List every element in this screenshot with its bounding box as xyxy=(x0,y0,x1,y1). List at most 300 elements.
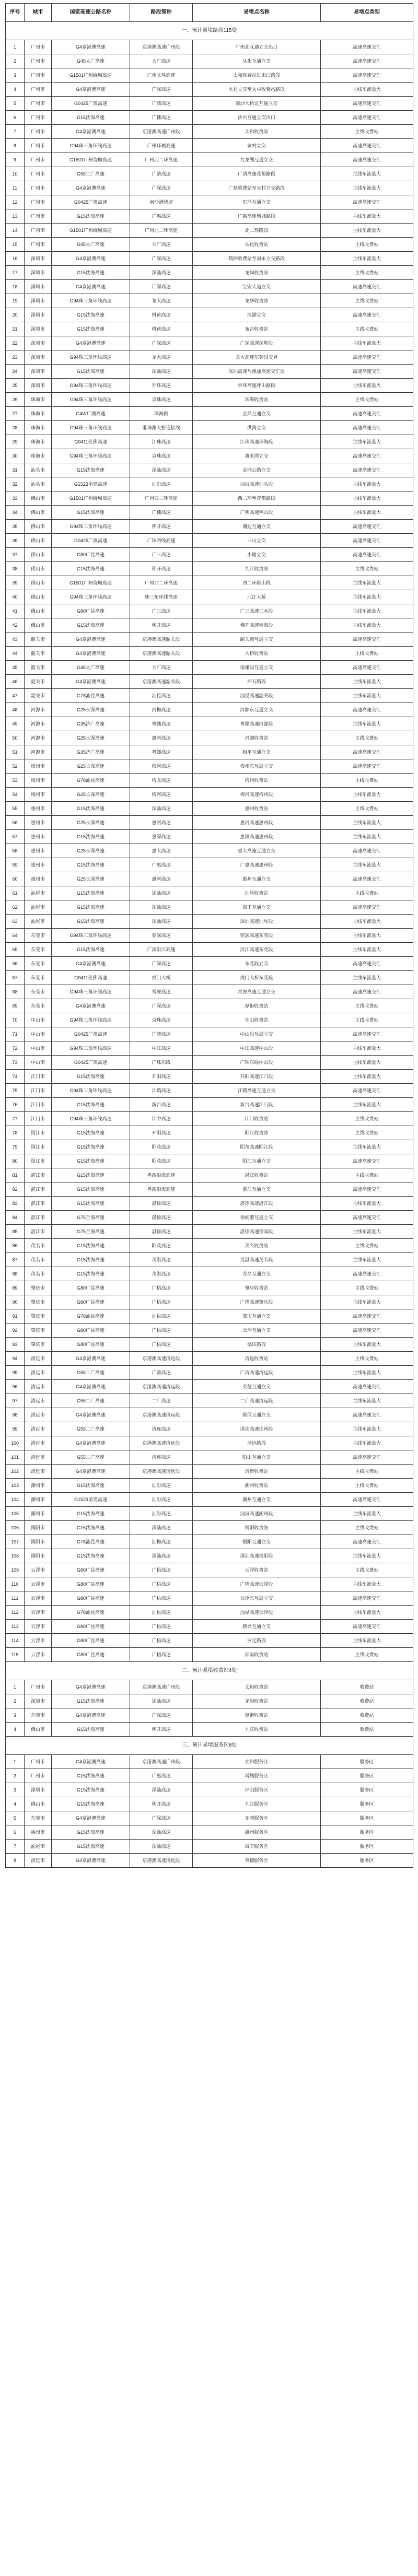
section-title: 三、预计易堵服务区8处 xyxy=(6,1737,413,1755)
cell-seq: 73 xyxy=(6,1056,25,1070)
cell-seq: 26 xyxy=(6,393,25,407)
cell-seq: 24 xyxy=(6,365,25,379)
cell-spot: 广梧高速云浮段 xyxy=(193,1577,321,1591)
cell-section: 湛徐高速 xyxy=(130,1225,193,1239)
cell-type: 主线车流量大 xyxy=(321,1338,413,1352)
cell-type: 高速高速交汇 xyxy=(321,844,413,858)
cell-type: 收费站 xyxy=(321,1708,413,1723)
table-row xyxy=(6,1098,413,1112)
cell-city: 河源市 xyxy=(25,717,52,731)
table-row xyxy=(6,1436,413,1450)
cell-seq: 68 xyxy=(6,985,25,999)
cell-section: 广梧高速 xyxy=(130,1648,193,1662)
cell-type: 高速高速交汇 xyxy=(321,759,413,774)
cell-city: 韶关市 xyxy=(25,633,52,647)
cell-spot: 小塘立交 xyxy=(193,548,321,562)
cell-city: 佛山市 xyxy=(25,576,52,590)
cell-section: 开阳高速 xyxy=(130,1126,193,1140)
cell-seq: 108 xyxy=(6,1549,25,1563)
cell-highway: G15沈海高速 xyxy=(52,943,130,957)
cell-highway: G25长深高速 xyxy=(52,703,130,717)
table-row xyxy=(6,576,413,590)
cell-highway: G45大广高速 xyxy=(52,661,130,675)
cell-seq: 75 xyxy=(6,1084,25,1098)
cell-seq: 1 xyxy=(6,1755,25,1769)
cell-section: 珠海段 xyxy=(130,407,193,421)
cell-city: 佛山市 xyxy=(25,520,52,534)
cell-spot: 东莞段立交 xyxy=(193,957,321,971)
cell-section: 佛开高速 xyxy=(130,1723,193,1737)
cell-highway: G94珠三角环线高速 xyxy=(52,421,130,435)
cell-spot: 阳江互通立交 xyxy=(193,1154,321,1168)
cell-spot: 西二环至花都路段 xyxy=(193,491,321,506)
cell-highway: G94珠三角环线高速 xyxy=(52,393,130,407)
cell-seq: 3 xyxy=(6,1708,25,1723)
cell-city: 韶关市 xyxy=(25,689,52,703)
cell-highway: G78汕昆高速 xyxy=(52,774,130,788)
cell-city: 深圳市 xyxy=(25,336,52,350)
cell-seq: 23 xyxy=(6,350,25,365)
cell-type: 高速高速交汇 xyxy=(321,308,413,322)
cell-type: 高速高速交汇 xyxy=(321,350,413,365)
table-row xyxy=(6,393,413,407)
cell-seq: 41 xyxy=(6,604,25,618)
cell-spot: 沙贝互通立交出口 xyxy=(193,111,321,125)
cell-type: 主线车流量大 xyxy=(321,1634,413,1648)
cell-highway: G25长深高速 xyxy=(52,731,130,745)
table-row xyxy=(6,703,413,717)
cell-type: 主线收费站 xyxy=(321,1126,413,1140)
cell-highway: G1501广州绕城高速 xyxy=(52,224,130,238)
cell-type: 高速高速交汇 xyxy=(321,449,413,463)
cell-city: 茂名市 xyxy=(25,1239,52,1253)
cell-seq: 99 xyxy=(6,1422,25,1436)
cell-highway: G15沈海高速 xyxy=(52,1549,130,1563)
cell-city: 湛江市 xyxy=(25,1225,52,1239)
cell-type: 主线收费站 xyxy=(321,266,413,280)
cell-type: 高速高速交汇 xyxy=(321,534,413,548)
cell-section: 京港澳高速广州段 xyxy=(130,125,193,139)
table-row xyxy=(6,1535,413,1549)
cell-highway: G78汕昆高速 xyxy=(52,1535,130,1549)
cell-seq: 63 xyxy=(6,915,25,929)
cell-spot: 金鸿公路立交 xyxy=(193,463,321,477)
cell-section: 汕梅高速 xyxy=(130,1535,193,1549)
table-row xyxy=(6,1708,413,1723)
cell-seq: 115 xyxy=(6,1648,25,1662)
table-row xyxy=(6,1408,413,1422)
cell-spot: 肇庆互通立交 xyxy=(193,1309,321,1324)
cell-city: 揭阳市 xyxy=(25,1535,52,1549)
cell-city: 揭阳市 xyxy=(25,1521,52,1535)
cell-highway: G55二广高速 xyxy=(52,1394,130,1408)
cell-city: 广州市 xyxy=(25,209,52,224)
cell-type: 主线收费站 xyxy=(321,999,413,1013)
cell-type: 主线收费站 xyxy=(321,1648,413,1662)
cell-city: 惠州市 xyxy=(25,844,52,858)
table-row xyxy=(6,1112,413,1126)
cell-type: 主线车流量大 xyxy=(321,830,413,844)
table-row xyxy=(6,1769,413,1783)
table-row xyxy=(6,1694,413,1708)
cell-city: 湛江市 xyxy=(25,1182,52,1197)
cell-highway: G15沈海高速 xyxy=(52,802,130,816)
cell-section: 汕昆高速 xyxy=(130,689,193,703)
cell-city: 云浮市 xyxy=(25,1577,52,1591)
cell-highway: G15沈海高速 xyxy=(52,266,130,280)
cell-city: 肇庆市 xyxy=(25,1281,52,1295)
cell-section: 广州西二环高速 xyxy=(130,576,193,590)
cell-type: 高速高速交汇 xyxy=(321,195,413,209)
table-row xyxy=(6,1755,413,1769)
cell-type: 主线车流量大 xyxy=(321,491,413,506)
cell-seq: 66 xyxy=(6,957,25,971)
cell-type: 主线车流量大 xyxy=(321,1577,413,1591)
cell-type: 服务区 xyxy=(321,1825,413,1840)
cell-city: 惠州市 xyxy=(25,1825,52,1840)
cell-section: 京港澳高速广州段 xyxy=(130,1680,193,1694)
cell-highway: G1523甬莞高速 xyxy=(52,1493,130,1507)
cell-section: 京港澳高速韶关段 xyxy=(130,675,193,689)
cell-city: 韶关市 xyxy=(25,661,52,675)
table-row xyxy=(6,1479,413,1493)
cell-city: 湛江市 xyxy=(25,1168,52,1182)
cell-spot: 北二环路段 xyxy=(193,224,321,238)
cell-type: 主线车流量大 xyxy=(321,1225,413,1239)
cell-section: 广珠东线 xyxy=(130,1056,193,1070)
cell-city: 汕尾市 xyxy=(25,900,52,915)
cell-section: 粤西沿海高速 xyxy=(130,1182,193,1197)
cell-type: 高速高速交汇 xyxy=(321,97,413,111)
cell-city: 惠州市 xyxy=(25,872,52,886)
header-section: 路段简称 xyxy=(130,4,193,22)
cell-spot: 广梧高速肇庆段 xyxy=(193,1295,321,1309)
cell-spot: 广惠高速惠州段 xyxy=(193,858,321,872)
cell-spot: 太和收费站进出口路段 xyxy=(193,68,321,83)
table-row xyxy=(6,717,413,731)
cell-seq: 52 xyxy=(6,759,25,774)
cell-spot: 中山段互通立交 xyxy=(193,1027,321,1041)
cell-type: 主线车流量大 xyxy=(321,209,413,224)
table-row xyxy=(6,421,413,435)
table-row xyxy=(6,1154,413,1168)
cell-spot: 增城服务区 xyxy=(193,1769,321,1783)
cell-city: 汕头市 xyxy=(25,463,52,477)
table-row xyxy=(6,322,413,336)
cell-seq: 103 xyxy=(6,1479,25,1493)
cell-city: 东莞市 xyxy=(25,1708,52,1723)
table-row xyxy=(6,1239,413,1253)
table-row xyxy=(6,1549,413,1563)
cell-highway: G4京港澳高速 xyxy=(52,280,130,294)
cell-type: 高速高速交汇 xyxy=(321,1324,413,1338)
cell-section: 京港澳高速广州段 xyxy=(130,1755,193,1769)
cell-seq: 27 xyxy=(6,407,25,421)
table-row xyxy=(6,195,413,209)
cell-spot: 洪湾立交 xyxy=(193,421,321,435)
cell-section: 广三高速 xyxy=(130,604,193,618)
cell-city: 茂名市 xyxy=(25,1253,52,1267)
table-row xyxy=(6,929,413,943)
cell-section: 虎门大桥 xyxy=(130,971,193,985)
cell-section: 粤西沿海高速 xyxy=(130,1168,193,1182)
cell-seq: 67 xyxy=(6,971,25,985)
cell-type: 主线车流量大 xyxy=(321,675,413,689)
cell-city: 佛山市 xyxy=(25,604,52,618)
cell-spot: 南雄段互通立交 xyxy=(193,661,321,675)
cell-section: 龙大高速 xyxy=(130,294,193,308)
cell-section: 惠深高速 xyxy=(130,830,193,844)
cell-type: 主线车流量大 xyxy=(321,336,413,350)
cell-section: 中江高速 xyxy=(130,1041,193,1056)
cell-highway: G4京港澳高速 xyxy=(52,83,130,97)
cell-highway: G15沈海高速 xyxy=(52,308,130,322)
table-row xyxy=(6,1563,413,1577)
cell-section: 南沙港快速 xyxy=(130,195,193,209)
cell-highway: G15沈海高速 xyxy=(52,1825,130,1840)
cell-spot: 宝安大道立交 xyxy=(193,280,321,294)
cell-city: 云浮市 xyxy=(25,1648,52,1662)
table-row xyxy=(6,900,413,915)
cell-spot: 海丰互通立交 xyxy=(193,900,321,915)
cell-highway: G45大广高速 xyxy=(52,54,130,68)
table-row xyxy=(6,1126,413,1140)
cell-seq: 60 xyxy=(6,872,25,886)
cell-spot: 东莞服务区 xyxy=(193,1811,321,1825)
cell-city: 潮州市 xyxy=(25,1479,52,1493)
cell-highway: G25长深高速 xyxy=(52,872,130,886)
cell-section: 广深沿江高速 xyxy=(130,943,193,957)
cell-seq: 8 xyxy=(6,1854,25,1868)
table-row xyxy=(6,266,413,280)
cell-section: 广惠高速 xyxy=(130,1769,193,1783)
cell-city: 佛山市 xyxy=(25,590,52,604)
cell-seq: 85 xyxy=(6,1225,25,1239)
cell-highway: G1501广州绕城高速 xyxy=(52,153,130,167)
cell-seq: 8 xyxy=(6,139,25,153)
cell-highway: G4京港澳高速 xyxy=(52,1680,130,1694)
table-row xyxy=(6,1140,413,1154)
table-row xyxy=(6,1465,413,1479)
cell-seq: 4 xyxy=(6,1797,25,1811)
cell-seq: 9 xyxy=(6,153,25,167)
cell-type: 高速高速交汇 xyxy=(321,520,413,534)
cell-highway: G15沈海高速 xyxy=(52,1797,130,1811)
cell-spot: 汕昆高速云浮段 xyxy=(193,1606,321,1620)
cell-seq: 106 xyxy=(6,1521,25,1535)
cell-spot: 大桥收费站 xyxy=(193,647,321,661)
table-row xyxy=(6,618,413,633)
cell-spot: 清远收费站 xyxy=(193,1352,321,1366)
cell-seq: 81 xyxy=(6,1168,25,1182)
cell-spot: 龙华收费站 xyxy=(193,294,321,308)
cell-highway: G4京港澳高速 xyxy=(52,40,130,54)
cell-city: 江门市 xyxy=(25,1112,52,1126)
cell-highway: G15沈海高速 xyxy=(52,1723,130,1737)
cell-city: 清远市 xyxy=(25,1436,52,1450)
table-row xyxy=(6,844,413,858)
cell-highway: G78汕昆高速 xyxy=(52,1606,130,1620)
cell-city: 肇庆市 xyxy=(25,1309,52,1324)
cell-city: 河源市 xyxy=(25,731,52,745)
cell-spot: 外环高速坪山路段 xyxy=(193,379,321,393)
cell-city: 阳江市 xyxy=(25,1140,52,1154)
cell-seq: 17 xyxy=(6,266,25,280)
cell-type: 收费站 xyxy=(321,1680,413,1694)
cell-section: 惠河高速 xyxy=(130,731,193,745)
cell-type: 主线车流量大 xyxy=(321,435,413,449)
cell-highway: G25长深高速 xyxy=(52,788,130,802)
cell-highway: G80广昆高速 xyxy=(52,1563,130,1577)
table-row xyxy=(6,294,413,308)
cell-type: 主线车流量大 xyxy=(321,689,413,703)
cell-city: 惠州市 xyxy=(25,830,52,844)
cell-section: 佛开高速 xyxy=(130,520,193,534)
cell-type: 高速高速交汇 xyxy=(321,153,413,167)
cell-spot: 广清高速清远段 xyxy=(193,1366,321,1380)
table-row xyxy=(6,1591,413,1606)
table-row xyxy=(6,858,413,872)
cell-seq: 83 xyxy=(6,1197,25,1211)
table-row xyxy=(6,1680,413,1694)
cell-spot: 惠深高速惠州段 xyxy=(193,830,321,844)
cell-city: 韶关市 xyxy=(25,647,52,661)
cell-seq: 16 xyxy=(6,252,25,266)
cell-type: 主线车流量大 xyxy=(321,1366,413,1380)
cell-section: 深汕高速 xyxy=(130,1825,193,1840)
cell-highway: G80广昆高速 xyxy=(52,1648,130,1662)
cell-highway: G15沈海高速 xyxy=(52,1070,130,1084)
cell-seq: 48 xyxy=(6,703,25,717)
cell-spot: 清湖立交 xyxy=(193,308,321,322)
cell-city: 湛江市 xyxy=(25,1211,52,1225)
table-row xyxy=(6,1070,413,1084)
cell-city: 汕尾市 xyxy=(25,886,52,900)
cell-spot: 坪石路段 xyxy=(193,675,321,689)
cell-type: 主线收费站 xyxy=(321,647,413,661)
cell-seq: 6 xyxy=(6,1825,25,1840)
cell-spot: 龙大高速东莞段交界 xyxy=(193,350,321,365)
cell-type: 收费站 xyxy=(321,1723,413,1737)
cell-type: 主线收费站 xyxy=(321,125,413,139)
cell-seq: 38 xyxy=(6,562,25,576)
cell-city: 佛山市 xyxy=(25,1723,52,1737)
cell-city: 深圳市 xyxy=(25,266,52,280)
table-row xyxy=(6,1493,413,1507)
table-row xyxy=(6,788,413,802)
table-row xyxy=(6,745,413,759)
cell-section: 京港澳高速清远段 xyxy=(130,1465,193,1479)
cell-highway: G1501广州绕城高速 xyxy=(52,491,130,506)
table-row xyxy=(6,1394,413,1408)
cell-highway: G4京港澳高速 xyxy=(52,336,130,350)
table-row xyxy=(6,125,413,139)
cell-spot: 云浮收费站 xyxy=(193,1563,321,1577)
table-row xyxy=(6,111,413,125)
table-row xyxy=(6,1723,413,1737)
cell-seq: 84 xyxy=(6,1211,25,1225)
cell-highway: G4京港澳高速 xyxy=(52,999,130,1013)
cell-city: 珠海市 xyxy=(25,449,52,463)
cell-type: 高速高速交汇 xyxy=(321,111,413,125)
cell-city: 广州市 xyxy=(25,125,52,139)
cell-city: 珠海市 xyxy=(25,393,52,407)
table-row xyxy=(6,872,413,886)
cell-city: 深圳市 xyxy=(25,322,52,336)
cell-type: 服务区 xyxy=(321,1840,413,1854)
cell-section: 广深高速 xyxy=(130,280,193,294)
cell-seq: 37 xyxy=(6,548,25,562)
cell-highway: G1501广州绕城高速 xyxy=(52,68,130,83)
cell-highway: G4京港澳高速 xyxy=(52,1436,130,1450)
cell-type: 主线收费站 xyxy=(321,1239,413,1253)
table-row xyxy=(6,971,413,985)
cell-highway: G15沈海高速 xyxy=(52,886,130,900)
cell-highway: G15沈海高速 xyxy=(52,365,130,379)
cell-type: 高速高速交汇 xyxy=(321,1493,413,1507)
cell-spot: 太和收费站 xyxy=(193,1680,321,1694)
cell-seq: 4 xyxy=(6,83,25,97)
cell-city: 湛江市 xyxy=(25,1197,52,1211)
cell-highway: G0425广澳高速 xyxy=(52,534,130,548)
table-row xyxy=(6,1013,413,1027)
cell-spot: 西二环佛山段 xyxy=(193,576,321,590)
cell-spot: 梅州东互通立交 xyxy=(193,759,321,774)
cell-section: 深汕高速 xyxy=(130,1549,193,1563)
cell-type: 主线收费站 xyxy=(321,1479,413,1493)
cell-seq: 13 xyxy=(6,209,25,224)
table-row xyxy=(6,1797,413,1811)
cell-highway: G4京港澳高速 xyxy=(52,1465,130,1479)
cell-city: 广州市 xyxy=(25,1769,52,1783)
cell-city: 云浮市 xyxy=(25,1620,52,1634)
cell-seq: 59 xyxy=(6,858,25,872)
cell-city: 东莞市 xyxy=(25,999,52,1013)
table-row xyxy=(6,604,413,618)
cell-section: 广梧高速 xyxy=(130,1563,193,1577)
table-row xyxy=(6,379,413,393)
cell-section: 粤赣高速 xyxy=(130,717,193,731)
table-row xyxy=(6,661,413,675)
header-row xyxy=(6,4,413,22)
cell-seq: 22 xyxy=(6,336,25,350)
cell-city: 深圳市 xyxy=(25,1783,52,1797)
cell-highway: G4京港澳高速 xyxy=(52,1352,130,1366)
cell-section: 惠河高速 xyxy=(130,816,193,830)
cell-city: 佛山市 xyxy=(25,491,52,506)
cell-city: 肇庆市 xyxy=(25,1338,52,1352)
cell-type: 高速高速交汇 xyxy=(321,139,413,153)
table-row xyxy=(6,1422,413,1436)
table-row xyxy=(6,1168,413,1182)
cell-highway: G4京港澳高速 xyxy=(52,1755,130,1769)
cell-city: 清远市 xyxy=(25,1854,52,1868)
cell-city: 汕尾市 xyxy=(25,1840,52,1854)
cell-type: 高速高速交汇 xyxy=(321,548,413,562)
cell-seq: 49 xyxy=(6,717,25,731)
cell-spot: 粤赣高速河源段 xyxy=(193,717,321,731)
cell-type: 高速高速交汇 xyxy=(321,1309,413,1324)
cell-highway: G80广昆高速 xyxy=(52,548,130,562)
cell-section: 深汕高速 xyxy=(130,463,193,477)
cell-highway: G15沈海高速 xyxy=(52,1197,130,1211)
cell-spot: 揭阳收费站 xyxy=(193,1521,321,1535)
cell-section: 深汕高速 xyxy=(130,886,193,900)
cell-highway: G0425广澳高速 xyxy=(52,97,130,111)
cell-section: 梅河高速 xyxy=(130,788,193,802)
cell-spot: 新台高速江门段 xyxy=(193,1098,321,1112)
cell-spot: 广氮收费站至火村立交路段 xyxy=(193,181,321,195)
